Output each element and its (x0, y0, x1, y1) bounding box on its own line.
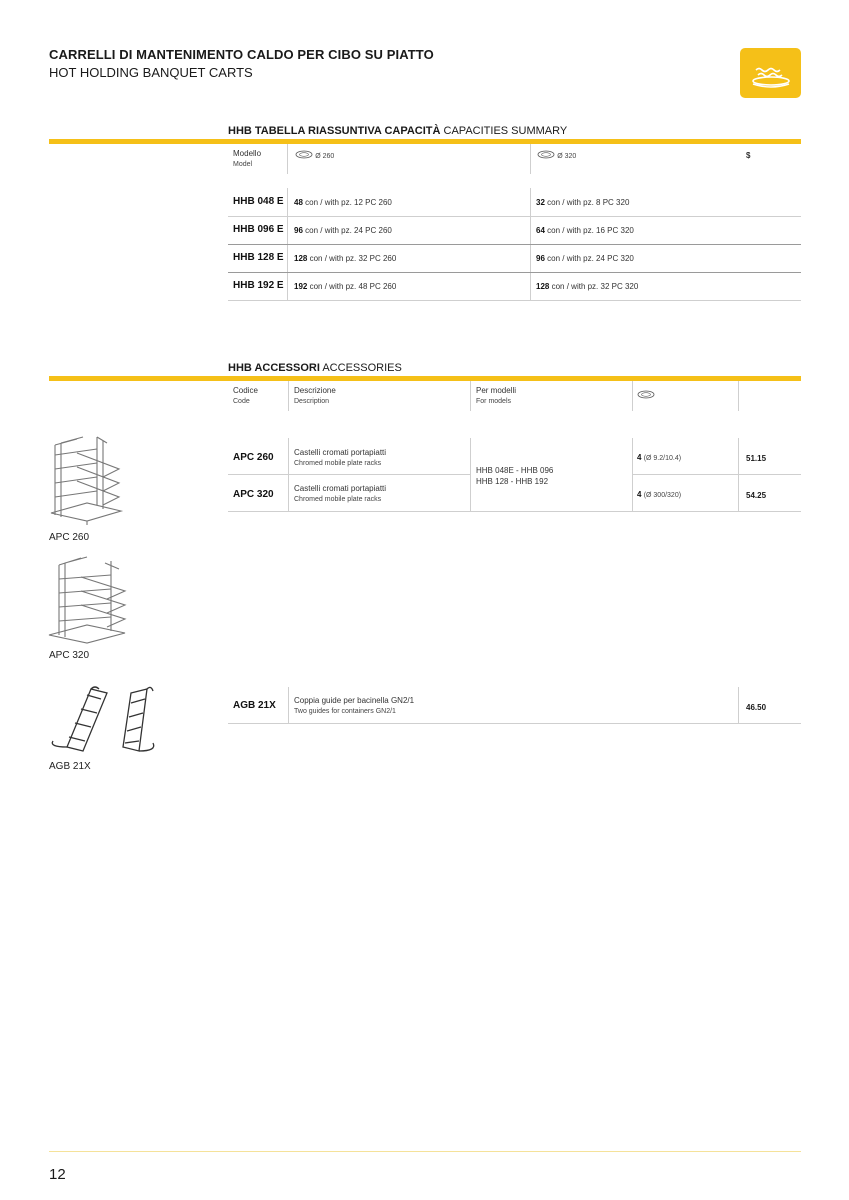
accessories-title-bold: HHB ACCESSORI (228, 362, 320, 374)
col-code-en: Code (233, 398, 250, 405)
capacities-title (228, 125, 567, 137)
plate-icon (537, 150, 555, 162)
col-models-en: For models (476, 398, 512, 405)
accessory-desc-it: Castelli cromati portapiatti (294, 448, 387, 457)
apc320-caption: APC 320 (49, 650, 90, 661)
accessory-models-line2: HHB 128 - HHB 192 (476, 477, 549, 486)
capacities-divider (49, 139, 801, 144)
accessories-title (228, 362, 402, 374)
accessory-price: 54.25 (746, 491, 767, 500)
col-model-it: Modello (233, 149, 262, 158)
row-320-count: 128 (536, 282, 550, 291)
col-desc-header (294, 385, 336, 407)
accessory-qty-value: 4 (637, 453, 642, 462)
row-divider (228, 511, 801, 512)
row-320-text: con / with pz. 16 PC 320 (547, 226, 634, 235)
col-desc-it: Descrizione (294, 386, 336, 395)
row-260-count: 192 (294, 282, 308, 291)
accessory-code: APC 320 (233, 489, 274, 500)
acc-vline (632, 381, 633, 411)
capacities-title-rest: CAPACITIES SUMMARY (443, 125, 568, 137)
row-260-count: 96 (294, 226, 303, 235)
row-260 (294, 281, 396, 292)
accessory-price: 46.50 (746, 703, 767, 712)
acc-vline (470, 381, 471, 411)
col-code-it: Codice (233, 386, 258, 395)
col-model-header (233, 148, 261, 170)
accessory-desc-en: Two guides for containers GN2/1 (294, 708, 396, 715)
col-models-header (476, 385, 516, 407)
row-260 (294, 197, 392, 208)
accessory-desc-en: Chromed mobile plate racks (294, 460, 382, 467)
accessory-models (476, 465, 553, 487)
col-320-label: Ø 320 (557, 153, 577, 161)
apc260-image (47, 435, 127, 535)
row-divider (228, 474, 470, 475)
accessory-desc (294, 483, 386, 505)
row-320 (536, 281, 638, 292)
accessory-code: AGB 21X (233, 700, 276, 711)
apc320-image (47, 555, 127, 652)
row-divider (228, 216, 801, 217)
row-320 (536, 197, 629, 208)
accessory-qty (637, 489, 681, 501)
accessory-desc (294, 447, 386, 469)
row-divider (228, 244, 801, 245)
row-model: HHB 128 E (233, 252, 284, 263)
plate-icon (637, 386, 655, 404)
acc-vline (288, 381, 289, 411)
page-number: 12 (49, 1166, 66, 1183)
page-subtitle: HOT HOLDING BANQUET CARTS (49, 65, 253, 80)
acc-vline (470, 438, 471, 511)
row-320 (536, 253, 634, 264)
plate-icon (295, 150, 313, 162)
row-320-text: con / with pz. 8 PC 320 (547, 198, 630, 207)
accessories-divider (49, 376, 801, 381)
col-code-header (233, 385, 258, 407)
acc-vline (738, 381, 739, 411)
row-260 (294, 253, 396, 264)
row-260-count: 48 (294, 198, 303, 207)
agb21x-image (47, 685, 162, 760)
row-320-count: 96 (536, 254, 545, 263)
row-model: HHB 192 E (233, 280, 284, 291)
accessory-qty-note: (Ø 9.2/10.4) (643, 455, 682, 462)
row-260-text: con / with pz. 24 PC 260 (305, 226, 392, 235)
row-divider (632, 474, 801, 475)
row-260-count: 128 (294, 254, 308, 263)
row-320-count: 32 (536, 198, 545, 207)
acc-vline (288, 687, 289, 723)
col-models-it: Per modelli (476, 386, 517, 395)
accessory-desc-it: Castelli cromati portapiatti (294, 484, 387, 493)
accessory-models-line1: HHB 048E - HHB 096 (476, 466, 554, 475)
footer-divider (49, 1151, 801, 1152)
row-260-text: con / with pz. 32 PC 260 (309, 254, 397, 263)
accessory-desc-en: Chromed mobile plate racks (294, 496, 382, 503)
row-320-count: 64 (536, 226, 545, 235)
acc-vline (738, 687, 739, 723)
row-320-text: con / with pz. 32 PC 320 (551, 282, 639, 291)
accessory-desc-it: Coppia guide per bacinella GN2/1 (294, 696, 415, 705)
col-260-header (295, 150, 334, 162)
page-title: CARRELLI DI MANTENIMENTO CALDO PER CIBO SU PIATTO (49, 47, 434, 62)
col-320-header (537, 150, 576, 162)
col-260-label: Ø 260 (315, 153, 335, 161)
capacities-title-bold: HHB TABELLA RIASSUNTIVA CAPACITÀ (228, 125, 441, 137)
row-divider (228, 300, 801, 301)
row-divider (228, 723, 801, 724)
apc260-caption: APC 260 (49, 532, 90, 543)
accessory-desc (294, 695, 414, 717)
row-260 (294, 225, 392, 236)
accessory-qty (637, 452, 681, 464)
cap-vline-a (287, 144, 288, 174)
col-desc-en: Description (294, 398, 330, 405)
row-model: HHB 048 E (233, 196, 284, 207)
row-260-text: con / with pz. 48 PC 260 (309, 282, 397, 291)
row-divider (228, 272, 801, 273)
row-model: HHB 096 E (233, 224, 284, 235)
accessory-qty-value: 4 (637, 490, 642, 499)
accessory-qty-note: (Ø 300/320) (643, 492, 682, 499)
accessory-price: 51.15 (746, 454, 767, 463)
accessory-code: APC 260 (233, 452, 274, 463)
row-320 (536, 225, 634, 236)
col-price-header: $ (746, 151, 751, 160)
cap-vline-b (530, 144, 531, 174)
col-model-en: Model (233, 161, 253, 168)
heated-plate-icon (740, 48, 801, 98)
accessories-title-rest: ACCESSORIES (322, 362, 402, 374)
row-320-text: con / with pz. 24 PC 320 (547, 254, 634, 263)
agb21x-caption: AGB 21X (49, 761, 91, 772)
row-260-text: con / with pz. 12 PC 260 (305, 198, 392, 207)
